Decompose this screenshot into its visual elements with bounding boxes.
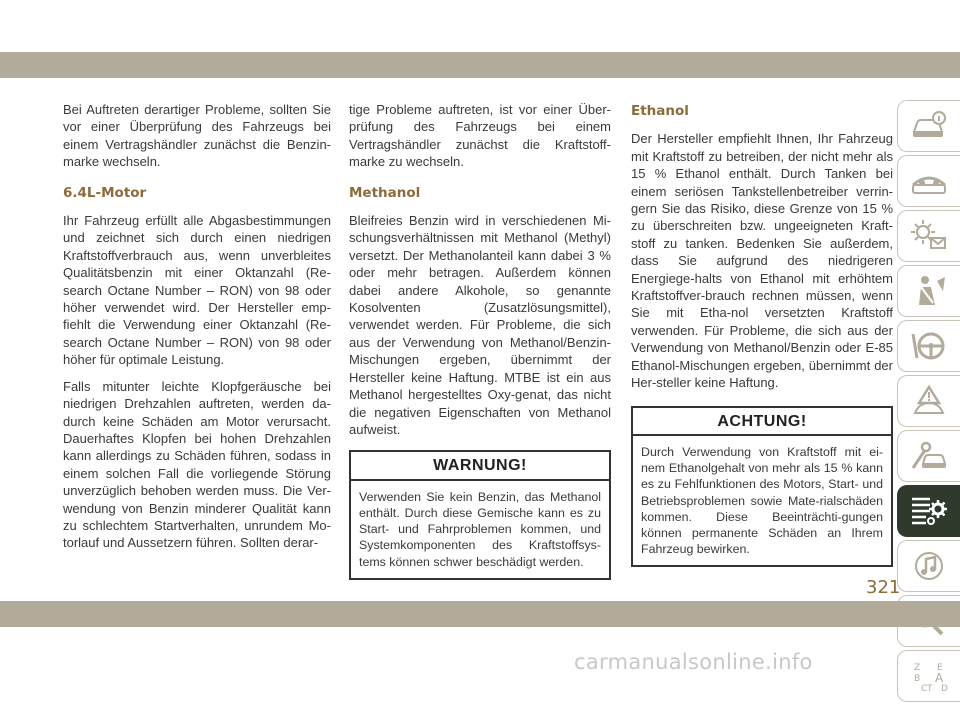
page-number: 321 [866, 577, 901, 598]
tab-warning-lights[interactable] [897, 210, 960, 262]
paragraph: Der Hersteller empfiehlt Ihnen, Ihr Fahrzeug mit Kraftstoff zu betreiben, der nicht mehr als 15 % Ethanol enthält. Durch Tanken bei einem seriösen Tankstellenbetreiber verrin-gern Sie das Risiko, diese Grenze von 15 % zu überschreiten bzw. ungeeigneten Kraft-stoff zu tanken. Bedenken Sie außerdem, dass Sie aufgrund des niedrigeren Energiege-halts von Ethanol mit erhöhtem Kraftstoffver-brauch rechnen müssen, wenn Sie mit Etha-nol versetzten Kraftstoff verwenden. Für Probleme, die sich aus der Verwendung von Methanol/Benzin oder E-85 Ethanol-Mischungen ergeben, übernimmt der Her-steller keine Haftung. [631, 131, 893, 391]
tab-language[interactable] [897, 650, 960, 702]
bottom-band [0, 601, 960, 627]
warning-text: Verwenden Sie kein Benzin, das Methanol enthält. Durch diese Gemische kann es zu Start- und Fahrproblemen kommen, und Systemkomponenten des Kraftstoffsys-tems können schwer beschädigt werden. [359, 489, 601, 569]
warning-box [349, 450, 611, 579]
language-letters-icon [909, 658, 949, 694]
heading-ethanol: Ethanol [631, 103, 689, 119]
wrench-car-icon [909, 438, 949, 474]
tab-specifications[interactable] [897, 485, 960, 537]
tab-multimedia[interactable] [897, 540, 960, 592]
car-info-icon [909, 108, 949, 144]
tab-car-info[interactable] [897, 100, 960, 152]
watermark: carmanualsonline.info [574, 650, 813, 674]
specifications-gear-icon [909, 493, 949, 529]
tab-warning-triangle[interactable] [897, 375, 960, 427]
svg-text:T: T [927, 684, 933, 694]
paragraph: Falls mitunter leichte Klopfgeräusche bei niedrigen Drehzahlen auftreten, werden da-durch keine Schäden am Motor verursacht. Dauerhaftes Klopfen bei hohen Drehzahlen kann allerdings zu Schäden führen, sodass in einem solchen Fall die vorliegende Störung unverzüglich behoben werden muss. Die Ver-wendung von Benzin minderer Qualität kann zu schlechtem Startverhalten, unrundem Mo-torlauf und Aussetzern führen. Sollten derar- [63, 378, 331, 551]
svg-text:C: C [921, 684, 928, 694]
caution-title: ACHTUNG! [633, 408, 891, 436]
heading-6-4l-motor: 6.4L-Motor [63, 184, 147, 201]
warning-triangle-icon [909, 383, 949, 419]
tab-seatbelt-airbag[interactable] [897, 265, 960, 317]
caution-box [631, 406, 893, 568]
paragraph: Ihr Fahrzeug erfüllt alle Abgasbestimmungen und zeichnet sich durch einen niedrigen Kraftstoffverbrauch aus, wenn unverbleites Qualitätsbenzin mit einer Oktanzahl (Re-search Octane Number – RON) von 98 oder höher verwendet wird. Der Hersteller emp-fiehlt die Verwendung einer Oktanzahl (Re-search Octane Number – RON) von 98 oder höher für optimale Leistung. [63, 213, 331, 368]
svg-text:E: E [937, 663, 943, 673]
paragraph: Bleifreies Benzin wird in verschiedenen Mi-schungsverhältnissen mit Methanol (Methyl) versetzt. Der Methanolanteil kann dabei 3 % oder mehr betragen. Außerdem können dabei andere Alkohole, so genannte Kosolventen (Zusatzlösungsmittel), verwendet werden. Für Probleme, die sich aus der Verwendung von Methanol/Benzin-Mischungen ergeben, übernimmt der Hersteller keine Haftung. MTBE ist ein aus Methanol hergestelltes Oxy-genat, das nicht die negativen Eigenschaften von Methanol aufweist. [349, 213, 611, 437]
text-column-middle [349, 101, 611, 580]
warning-title: WARNUNG! [351, 452, 609, 480]
top-band [0, 52, 960, 78]
paragraph: Bei Auftreten derartiger Probleme, sollten Sie vor einer Überprüfung des Fahrzeugs bei einem Vertragshändler zunächst die Benzin-marke wechseln. [63, 102, 331, 170]
seatbelt-airbag-icon [909, 273, 949, 309]
tab-wrench-car[interactable] [897, 430, 960, 482]
steering-wheel-icon [909, 328, 949, 364]
warning-lights-icon [909, 218, 949, 254]
dashboard-icon [909, 163, 949, 199]
svg-text:B: B [914, 674, 921, 684]
svg-text:A: A [935, 671, 944, 685]
tab-steering-wheel[interactable] [897, 320, 960, 372]
caution-text: Durch Verwendung von Kraftstoff mit ei-nem Ethanolgehalt von mehr als 15 % kann es zu Fehlfunktionen des Motors, Start- und Betriebsproblemen sowie Mate-rialschäden kommen. Diese Beeinträchti-gungen können permanente Schäden an Ihrem Fahrzeug bewirken. [641, 444, 883, 557]
text-column-left [63, 101, 331, 561]
tab-dashboard[interactable] [897, 155, 960, 207]
multimedia-music-icon [909, 548, 949, 584]
paragraph: tige Probleme auftreten, ist vor einer Über-prüfung des Fahrzeugs bei einem Vertragshändler zunächst die Kraftstoff-marke zu wechseln. [349, 102, 611, 170]
text-column-right [631, 101, 893, 567]
svg-text:D: D [941, 684, 948, 694]
svg-text:Z: Z [914, 663, 921, 673]
heading-methanol: Methanol [349, 184, 421, 201]
